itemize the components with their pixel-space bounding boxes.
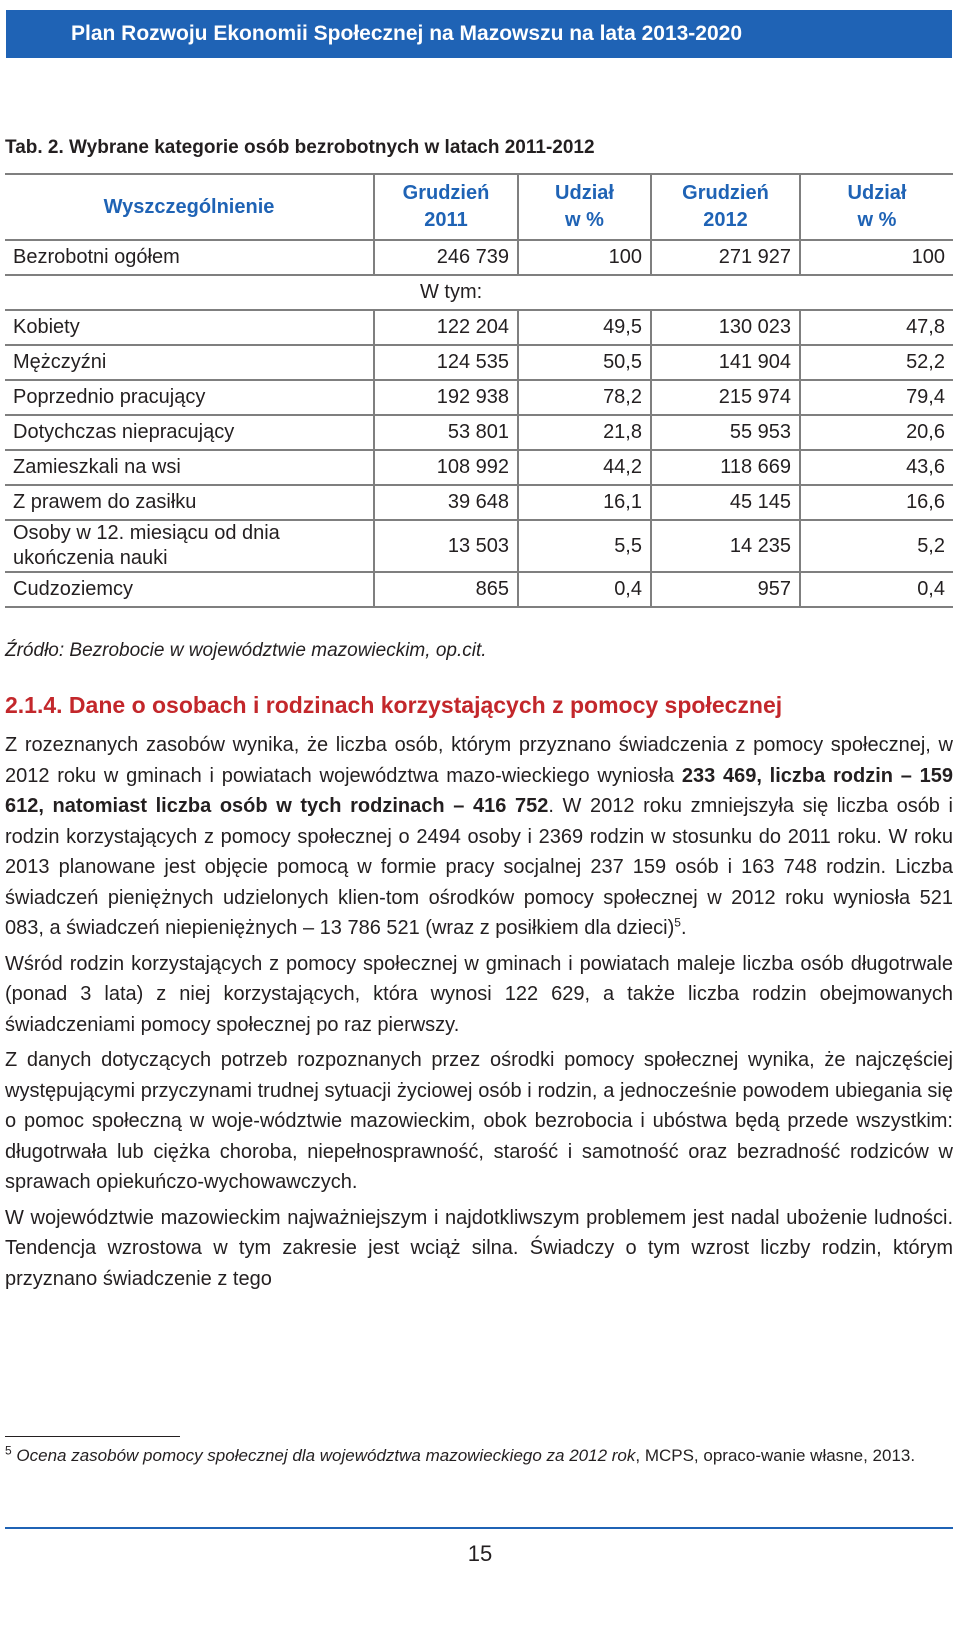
cell-2012: 141 904 [651,345,800,380]
table-subheader-row [5,275,953,310]
table-row [5,450,953,485]
paragraph: Wśród rodzin korzystających z pomocy społecznej w gminach i powiatach maleje liczba osób długotrwale (ponad 3 lata) z niej korzystających, która wynosi 122 629, a także liczba rodzin obejmowanych świadczeniami pomocy społecznej po raz pierwszy. [5,952,953,1036]
cell-2012: 130 023 [651,310,800,345]
cell-2011: 192 938 [374,380,518,415]
header-dec-2012: Grudzień 2012 [651,174,800,240]
table-row [5,520,953,572]
header-share-2012: Udział w % [800,174,953,240]
table-row [5,485,953,520]
cell-2011: 122 204 [374,310,518,345]
cell-share-2011: 5,5 [518,520,651,572]
footnote-ref: 5 [674,915,681,930]
cell-2011: 53 801 [374,415,518,450]
cell-share-2011: 50,5 [518,345,651,380]
cell-2012: 118 669 [651,450,800,485]
table-row [5,572,953,607]
row-label: Cudzoziemcy [5,572,374,607]
cell-share-2011: 100 [518,240,651,275]
cell-2011: 39 648 [374,485,518,520]
cell-2012: 55 953 [651,415,800,450]
cell-2012: 215 974 [651,380,800,415]
footer-divider [5,1527,953,1529]
page-header [6,10,952,58]
cell-share-2012: 47,8 [800,310,953,345]
body-text [5,730,953,1299]
cell-2011: 865 [374,572,518,607]
table-caption: Tab. 2. Wybrane kategorie osób bezrobotnych w latach 2011-2012 [5,137,595,158]
page-number: 15 [467,1541,493,1566]
table-header-row [5,174,953,240]
cell-share-2011: 49,5 [518,310,651,345]
paragraph: Z rozeznanych zasobów wynika, że liczba osób, którym przyznano świadczenia z pomocy społecznej, w 2012 roku w gminach i powiatach województwa mazo-wieckiego wyniosła 233 469, liczba rodzin – 159 612, natomiast liczba osób w tych rodzinach – 416 752. W 2012 roku zmniejszyła się liczba osób i rodzin korzystających z pomocy społecznej o 2494 osoby i 2369 rodzin w stosunku do 2011 roku. W roku 2013 planowane jest objęcie pomocą w formie pracy socjalnej 237 159 osób i 163 748 rodzin. Liczba świadczeń pieniężnych udzielonych klien-tom ośrodków pomocy społecznej w 2012 roku wyniosła 521 083, a świadczeń niepieniężnych – 13 786 521 (wraz z posiłkiem dla dzieci)$^5$. [5,734,954,939]
cell-2011: 246 739 [374,240,518,275]
paragraph: W województwie mazowieckim najważniejszym i najdotkliwszym problemem jest nadal ubożenie ludności. Tendencja wzrostowa w tym zakresie jest wciąż silna. Świadczy o tym wzrost liczby rodzin, którym przyznano świadczenie z tego [5,1206,953,1290]
cell-2012: 957 [651,572,800,607]
cell-2011: 108 992 [374,450,518,485]
paragraph: Z danych dotyczących potrzeb rozpoznanych przez ośrodki pomocy społecznej wynika, że najczęściej występującymi przyczynami trudnej sytuacji życiowej osób i rodzin, a jednocześnie powodem ubiegania się o pomoc społeczną w woje-wództwie mazowieckim, obok bezrobocia i ubóstwa będą przede wszystkim: długotrwała lub ciężka choroba, niepełnosprawność, starość i samotność oraz bezradność rodziców w sprawach opiekuńczo-wychowawczych. [5,1049,953,1193]
table-row [5,415,953,450]
table-row [5,310,953,345]
row-label: Kobiety [5,310,374,345]
cell-2012: 14 235 [651,520,800,572]
cell-2012: 271 927 [651,240,800,275]
row-label: Poprzednio pracujący [5,380,374,415]
header-dec-2011: Grudzień 2011 [374,174,518,240]
section-heading: 2.1.4. Dane o osobach i rodzinach korzystających z pomocy społecznej [5,692,783,718]
header-label: Wyszczególnienie [5,174,374,240]
row-label: Mężczyźni [5,345,374,380]
header-title: Plan Rozwoju Ekonomii Społecznej na Mazowszu na lata 2013-2020 [71,22,743,45]
footnote-title: Ocena zasobów pomocy społecznej dla województwa mazowieckiego za 2012 rok [16,1446,636,1465]
cell-share-2012: 5,2 [800,520,953,572]
footnote-mark: 5 [5,1443,12,1458]
header-share-2011: Udział w % [518,174,651,240]
cell-share-2011: 44,2 [518,450,651,485]
table-row [5,345,953,380]
cell-share-2012: 43,6 [800,450,953,485]
cell-2011: 124 535 [374,345,518,380]
cell-share-2012: 0,4 [800,572,953,607]
row-label: Zamieszkali na wsi [5,450,374,485]
footnote: $^5$ Ocena zasobów pomocy społecznej dla województwa mazowieckiego za 2012 rok, MCPS, opraco-wanie własne, 2013. [5,1443,916,1465]
row-label: Bezrobotni ogółem [5,240,374,275]
cell-share-2012: 16,6 [800,485,953,520]
subheader-label: W tym: [5,275,953,310]
cell-share-2011: 78,2 [518,380,651,415]
footnote-divider [5,1436,180,1437]
table-source: Źródło: Bezrobocie w województwie mazowieckim, op.cit. [5,640,487,661]
table-row-total [5,240,953,275]
cell-share-2012: 79,4 [800,380,953,415]
unemployment-table [5,173,953,608]
cell-share-2012: 52,2 [800,345,953,380]
row-label: Dotychczas niepracujący [5,415,374,450]
bold-figures: 233 469, liczba rodzin – 159 612, natomiast liczba osób w tych rodzinach – 416 752 [5,764,954,817]
cell-2012: 45 145 [651,485,800,520]
cell-share-2011: 21,8 [518,415,651,450]
cell-share-2012: 100 [800,240,953,275]
row-label: Osoby w 12. miesiącu od dnia ukończenia nauki [5,520,374,572]
cell-share-2011: 16,1 [518,485,651,520]
row-label: Z prawem do zasiłku [5,485,374,520]
cell-2011: 13 503 [374,520,518,572]
cell-share-2012: 20,6 [800,415,953,450]
table-row [5,380,953,415]
cell-share-2011: 0,4 [518,572,651,607]
